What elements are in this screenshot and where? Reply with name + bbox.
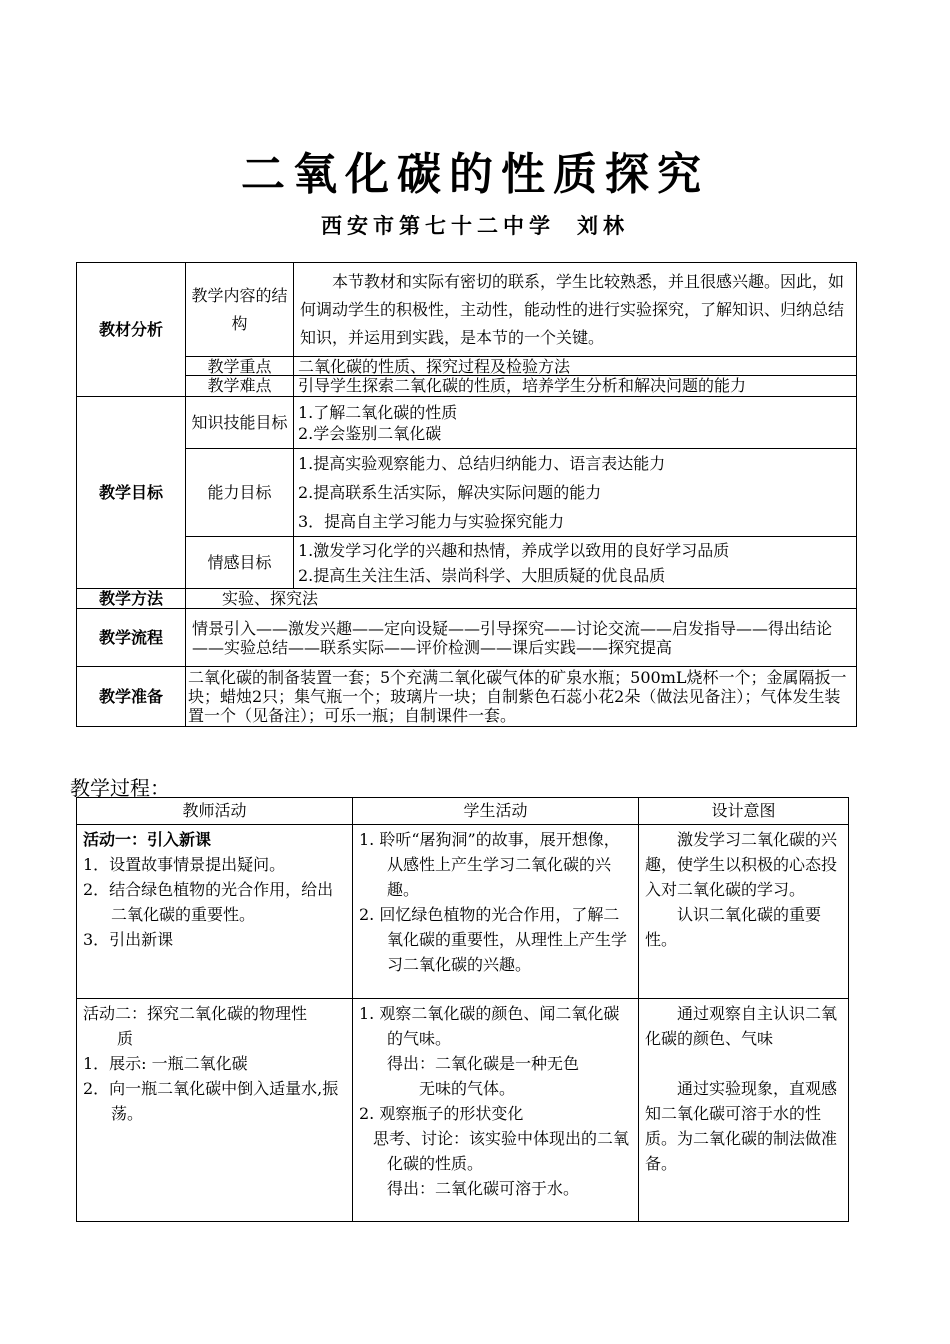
intent-text: 认识二氧化碳的重要性。 [645,905,822,949]
teacher-step: 1．设置故事情景提出疑问。 [83,855,286,874]
activity1-intent [639,825,849,999]
difficulty-text: 引导学生探索二氧化碳的性质，培养学生分析和解决问题的能力 [294,376,857,397]
intent-text: 通过观察自主认识二氧化碳的颜色、气味 [645,1004,838,1048]
method-label: 教学方法 [77,589,186,609]
knowledge-item: 1.了解二氧化碳的性质 [298,402,458,422]
student-result-cont: 无味的气体。 [419,1079,516,1098]
page-title: 二氧化碳的性质探究 [241,149,709,200]
structure-text: 本节教材和实际有密切的联系，学生比较熟悉，并且很感兴趣。因此，如何调动学生的积极性，主动性，能动性的进行实验探究，了解知识、归纳总结知识，并运用到实践，是本节的一个关键。 [294,263,857,357]
activity2-title: 活动二：探究二氧化碳的物理性 [83,1004,308,1023]
flow-text: 情景引入——激发兴趣——定向设疑——引导探究——讨论交流——启发指导——得出结论——实验总结——联系实际——评价检测——课后实践——探究提高 [186,609,857,667]
key-point-text: 二氧化碳的性质、探究过程及检验方法 [294,357,857,376]
difficulty-label: 教学难点 [186,376,294,397]
author-line [0,210,950,240]
activity1-student [353,825,639,999]
preparation-text: 二氧化碳的制备装置一套；5个充满二氧化碳气体的矿泉水瓶；500mL烧杯一个；金属隔扳一块；蜡烛2只；集气瓶一个；玻璃片一块；自制紫色石蕊小花2朵（做法见备注）；气体发生装置一个（见备注）；可乐一瓶；自制课件一套。 [186,667,857,727]
material-analysis-label: 教材分析 [77,263,186,397]
process-label: 教学过程： [70,776,170,800]
header-teacher: 教师活动 [77,798,353,825]
intent-text: 激发学习二氧化碳的兴趣，使学生以积极的心态投入对二氧化碳的学习。 [645,830,838,899]
activity2-teacher [77,999,353,1222]
ability-item: 1.提高实验观察能力、总结归纳能力、语言表达能力 [298,454,666,473]
emotion-label: 情感目标 [186,537,294,589]
school-name: 西安市第七十二中学 [321,214,555,238]
student-discuss: 思考、讨论：该实验中体现出的二氧化碳的性质。 [373,1129,630,1173]
flow-label: 教学流程 [77,609,186,667]
ability-item: 3．提高自主学习能力与实验探究能力 [298,512,565,531]
header-intent: 设计意图 [639,798,849,825]
emotion-list [294,537,857,589]
knowledge-list [294,397,857,449]
knowledge-item: 2.学会鉴别二氧化碳 [298,423,442,443]
activity2-student [353,999,639,1222]
student-result: 得出：二氧化碳可溶于水。 [387,1179,580,1198]
method-text: 实验、探究法 [186,589,857,609]
ability-list [294,449,857,537]
student-step: 2. 观察瓶子的形状变化 [359,1104,524,1123]
emotion-item: 1.激发学习化学的兴趣和热情，养成学以致用的良好学习品质 [298,540,730,560]
activity1-title: 活动一：引入新课 [83,830,212,849]
objectives-label: 教学目标 [77,397,186,589]
process-table [76,797,849,1222]
activity2-title-cont: 质 [117,1029,134,1048]
header-student: 学生活动 [353,798,639,825]
ability-label: 能力目标 [186,449,294,537]
teacher-step: 2．结合绿色植物的光合作用，给出二氧化碳的重要性。 [83,880,334,924]
emotion-item: 2.提高生关注生活、崇尚科学、大胆质疑的优良品质 [298,565,666,585]
student-step: 2. 回忆绿色植物的光合作用，了解二氧化碳的重要性，从理性上产生学习二氧化碳的兴趣。 [359,905,628,974]
teacher-step: 1．展示: 一瓶二氧化碳 [83,1054,248,1073]
student-result: 得出：二氧化碳是一种无色 [387,1054,580,1073]
intent-text: 通过实验现象，直观感知二氧化碳可溶于水的性质。为二氧化碳的制法做准备。 [645,1079,838,1173]
knowledge-label: 知识技能目标 [186,397,294,449]
teacher-step: 2．向一瓶二氧化碳中倒入适量水,振荡。 [83,1079,339,1123]
preparation-label: 教学准备 [77,667,186,727]
overview-table [76,262,857,727]
key-point-label: 教学重点 [186,357,294,376]
author-name: 刘林 [577,214,629,238]
ability-item: 2.提高联系生活实际，解决实际问题的能力 [298,483,602,502]
activity2-intent [639,999,849,1222]
teacher-step: 3．引出新课 [83,930,174,949]
student-step: 1. 聆听“屠狗洞”的故事，展开想像，从感性上产生学习二氧化碳的兴趣。 [359,830,620,899]
structure-label: 教学内容的结构 [186,263,294,357]
student-step: 1. 观察二氧化碳的颜色、闻二氧化碳的气味。 [359,1004,620,1048]
activity1-teacher [77,825,353,999]
